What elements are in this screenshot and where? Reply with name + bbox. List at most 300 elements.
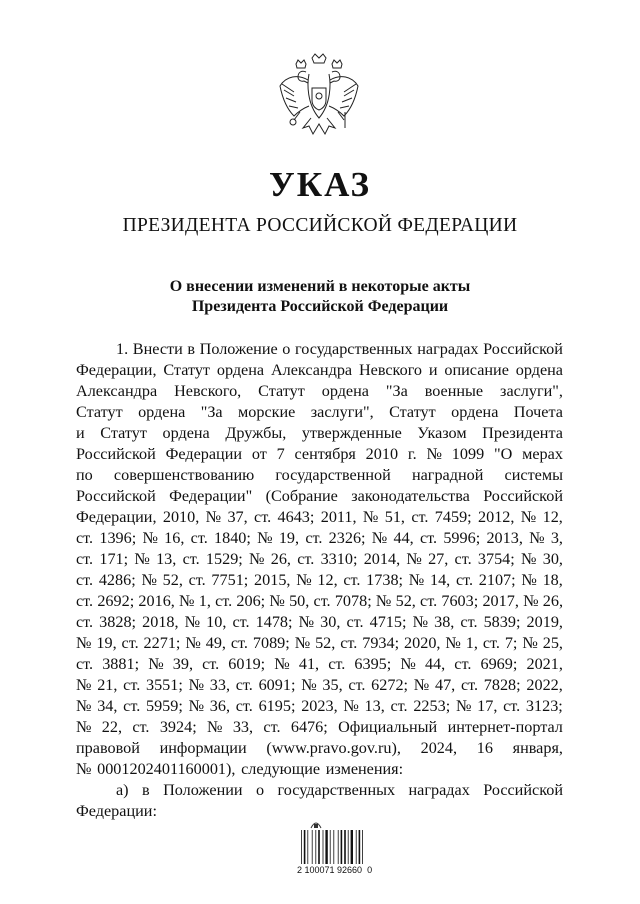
body-word: Федерации,	[76, 361, 157, 379]
body-word: №	[445, 634, 461, 652]
body-word: 2014,	[363, 550, 401, 568]
document-title: УКАЗ	[269, 165, 371, 204]
body-word: 4643;	[277, 508, 315, 526]
body-word: 171;	[99, 550, 129, 568]
body-word: мерах	[522, 445, 563, 463]
body-word: 7	[276, 445, 285, 463]
body-word: 1840;	[214, 529, 251, 547]
body-word: ст.	[348, 676, 366, 694]
body-word: ст.	[76, 550, 94, 568]
body-word: г.	[407, 445, 417, 463]
body-word: №	[185, 634, 201, 652]
body-word: ст.	[420, 592, 438, 610]
body-word: №	[179, 592, 195, 610]
barcode-bar	[307, 830, 308, 864]
body-word: ст.	[76, 655, 94, 673]
body-word: интернет-портал	[447, 718, 563, 736]
body-word: описание	[444, 361, 509, 379]
body-word: информации	[159, 739, 247, 757]
body-word: Федерации,	[76, 508, 157, 526]
body-word: ст.	[182, 550, 200, 568]
body-word: (www.pravo.gov.ru),	[266, 739, 401, 757]
body-word: №	[406, 550, 422, 568]
body-word: ст.	[121, 634, 139, 652]
body-word: №	[412, 613, 429, 631]
body-word: №	[141, 571, 157, 589]
body-word: №	[455, 697, 472, 715]
body-word: 30,	[320, 613, 341, 631]
body-word: совершенствованию	[113, 466, 255, 484]
body-word: 1,	[465, 634, 478, 652]
body-word: ордена	[515, 361, 563, 379]
barcode-bar	[338, 830, 339, 864]
body-word: 19,	[278, 529, 300, 547]
body-word: 44,	[424, 655, 446, 673]
body-word: 7828;	[483, 676, 521, 694]
document-subtitle: ПРЕЗИДЕНТА РОССИЙСКОЙ ФЕДЕРАЦИИ	[122, 215, 518, 236]
body-word: ст.	[76, 529, 94, 547]
body-word: 25,	[542, 634, 563, 652]
body-word: ст.	[460, 613, 478, 631]
body-word: государственной	[275, 466, 391, 484]
body-word: Положение	[199, 340, 278, 358]
body-word: Невского,	[174, 382, 242, 400]
barcode-icon	[301, 830, 365, 864]
body-word: "О	[493, 445, 513, 463]
body-word: Статут	[258, 382, 305, 400]
body-word: 51,	[384, 508, 405, 526]
body-word: Федерации	[165, 445, 243, 463]
body-word: 7;	[504, 634, 518, 652]
body-word: ст.	[132, 718, 150, 736]
body-word: №	[301, 676, 317, 694]
body-word: Официальный	[338, 718, 438, 736]
body-word: 3,	[550, 529, 563, 547]
document-heading	[0, 277, 640, 317]
body-word: №	[426, 445, 442, 463]
body-word: правовой	[76, 739, 140, 757]
body-word: ст.	[76, 613, 94, 631]
body-word: №	[523, 592, 539, 610]
body-word: 13,	[364, 697, 385, 715]
body-word: 2692;	[97, 592, 135, 610]
body-word: ордена	[216, 361, 265, 379]
body-line	[76, 570, 563, 591]
body-word: государственных	[277, 781, 396, 799]
body-word: Александра	[76, 382, 158, 400]
body-word: 22,	[101, 718, 123, 736]
barcode-bar	[312, 830, 313, 864]
body-word: 50,	[289, 592, 310, 610]
body-word: 3828;	[99, 613, 137, 631]
body-word: 1478;	[255, 613, 293, 631]
body-line	[76, 549, 563, 570]
body-word: 18,	[542, 571, 563, 589]
body-line	[76, 339, 563, 360]
body-word: 6019;	[228, 655, 266, 673]
body-word: "За	[385, 382, 408, 400]
body-word: №	[343, 697, 359, 715]
body-word: 1099	[451, 445, 485, 463]
body-word: и	[428, 361, 438, 379]
body-word: 1396;	[99, 529, 137, 547]
body-word: 6272;	[371, 676, 409, 694]
body-word: №	[294, 634, 311, 652]
body-word: 26,	[270, 550, 291, 568]
barcode-bar	[318, 830, 320, 864]
body-line	[76, 444, 563, 465]
body-word: Дружбы,	[225, 424, 287, 442]
body-word: Российской	[483, 340, 563, 358]
body-line	[76, 717, 563, 738]
body-line	[76, 423, 563, 444]
body-word: №	[408, 571, 425, 589]
body-word: Российской	[483, 781, 563, 799]
body-word: 2017,	[482, 592, 519, 610]
body-word: 2271;	[143, 634, 181, 652]
body-word: ст.	[460, 676, 479, 694]
body-word: 2018,	[142, 613, 179, 631]
body-word: 3924;	[159, 718, 197, 736]
body-word: ордена	[321, 382, 369, 400]
body-word: №	[522, 634, 538, 652]
body-word: №	[371, 529, 388, 547]
barcode-bar	[325, 830, 327, 864]
body-word: 0001202401160001),	[97, 760, 236, 778]
body-word: ст.	[340, 634, 358, 652]
body-word: 39,	[172, 655, 193, 673]
body-line	[76, 507, 563, 528]
body-word: Статут	[76, 403, 123, 421]
body-word: №	[76, 634, 92, 652]
body-word: военные	[424, 382, 484, 400]
body-word: ст.	[215, 592, 233, 610]
body-word: 2024,	[420, 739, 458, 757]
body-line	[76, 465, 563, 486]
body-word: 2013,	[486, 529, 523, 547]
body-word: ст.	[254, 508, 272, 526]
body-word: 37,	[227, 508, 248, 526]
body-word: ст.	[454, 550, 472, 568]
body-word: (Собрание	[265, 487, 338, 505]
body-word: Указом	[417, 424, 467, 442]
body-word: Статут	[163, 361, 210, 379]
barcode-bar	[323, 830, 324, 864]
body-word: 52,	[315, 634, 336, 652]
body-word: №	[207, 718, 223, 736]
body-word: ордена	[138, 403, 186, 421]
body-word: 2015,	[254, 571, 291, 589]
body-word: 10,	[206, 613, 227, 631]
body-word: №	[249, 550, 265, 568]
body-word: 38,	[434, 613, 455, 631]
body-word: 4286;	[98, 571, 136, 589]
body-word: №	[269, 592, 285, 610]
body-word: №	[142, 529, 158, 547]
heading-line: О внесении изменений в некоторые акты	[169, 278, 471, 295]
barcode-bar	[304, 830, 306, 864]
body-word: следующие	[241, 760, 321, 778]
body-word: №	[362, 508, 379, 526]
body-word: 2010	[365, 445, 399, 463]
body-word: 44,	[393, 529, 414, 547]
body-word: 33,	[209, 676, 231, 694]
body-word: №	[148, 655, 164, 673]
body-line	[76, 486, 563, 507]
body-word: 7751;	[211, 571, 249, 589]
body-word: №	[529, 529, 545, 547]
body-word: ст.	[454, 655, 472, 673]
body-word: 3551;	[145, 676, 183, 694]
body-word: 1738;	[366, 571, 404, 589]
body-word: №	[296, 571, 312, 589]
body-word: законодательства	[351, 487, 470, 505]
body-word: 5996;	[443, 529, 481, 547]
body-word: 36,	[209, 697, 231, 715]
body-word: по	[76, 466, 93, 484]
body-word: 1,	[198, 592, 211, 610]
body-word: Положении	[163, 781, 243, 799]
body-word: 6969;	[480, 655, 518, 673]
body-word: №	[520, 508, 537, 526]
body-word: ст.	[202, 655, 220, 673]
body-word: ст.	[482, 634, 500, 652]
body-word: 16,	[164, 529, 185, 547]
body-word: №	[257, 529, 273, 547]
body-word: 3881;	[102, 655, 140, 673]
body-word: 26,	[542, 592, 563, 610]
body-word: №	[184, 613, 201, 631]
body-word: Российской	[76, 445, 156, 463]
body-word: 7934;	[362, 634, 400, 652]
body-word: ст.	[313, 592, 331, 610]
body-word: ст.	[76, 592, 94, 610]
body-word: ордена	[162, 424, 210, 442]
body-word: системы	[504, 466, 563, 484]
body-word: №	[375, 592, 392, 610]
body-word: ст.	[235, 676, 253, 694]
body-word: 27,	[428, 550, 449, 568]
body-word: 6195;	[258, 697, 296, 715]
body-word: 2107;	[478, 571, 516, 589]
body-word: 3123;	[525, 697, 563, 715]
barcode-number: 2 100071 92660 0	[297, 865, 373, 875]
barcode-bar	[362, 830, 363, 864]
body-word: 5959;	[145, 697, 183, 715]
body-word: 49,	[205, 634, 226, 652]
body-word: 17,	[477, 697, 498, 715]
barcode-bar	[351, 830, 353, 864]
body-word: наградах	[417, 340, 479, 358]
body-word: 35,	[322, 676, 343, 694]
body-word: морские	[238, 403, 296, 421]
body-word: Почета	[513, 403, 563, 421]
body-word: ст.	[123, 676, 141, 694]
body-word: 2012,	[478, 508, 515, 526]
body-word: 16	[476, 739, 493, 757]
barcode-bar	[344, 830, 346, 864]
barcode-bar	[359, 830, 361, 864]
body-word: ст.	[411, 508, 429, 526]
body-word: 3754;	[477, 550, 515, 568]
body-word: Российской	[483, 487, 563, 505]
body-word: ст.	[232, 613, 250, 631]
barcode-bar	[341, 830, 343, 864]
body-word: ст.	[297, 550, 315, 568]
body-word: №	[76, 676, 92, 694]
body-word: ст.	[263, 718, 281, 736]
barcode-bar	[301, 830, 302, 864]
body-word: Внести	[132, 340, 183, 358]
body-word: Президента	[482, 424, 563, 442]
body-word: 7078;	[334, 592, 372, 610]
body-word: ст.	[76, 571, 94, 589]
body-word: сентября	[294, 445, 356, 463]
body-word: утвержденные	[301, 424, 402, 442]
body-word: и	[76, 424, 85, 442]
body-word: 6395;	[354, 655, 392, 673]
body-word: ст.	[343, 571, 361, 589]
barcode-bar	[356, 830, 357, 864]
body-word: а)	[116, 781, 129, 799]
body-word: 206;	[236, 592, 266, 610]
body-word: №	[76, 697, 92, 715]
body-word: 52,	[395, 592, 416, 610]
body-word: №	[76, 718, 92, 736]
barcode-bar	[330, 830, 331, 864]
document-body	[76, 339, 563, 822]
body-word: 6476;	[290, 718, 328, 736]
body-word: 7459;	[434, 508, 472, 526]
body-word: 2253;	[413, 697, 451, 715]
body-word: 2016,	[138, 592, 175, 610]
heading-line: Президента Российской Федерации	[191, 298, 449, 315]
body-word: 1529;	[205, 550, 243, 568]
body-word: №	[188, 676, 205, 694]
body-line	[76, 759, 563, 780]
body-word: 21,	[97, 676, 118, 694]
body-word: Федерации"	[169, 487, 253, 505]
body-word: ст.	[419, 529, 438, 547]
body-word: в	[187, 340, 196, 358]
body-line	[76, 591, 563, 612]
body-word: "За	[200, 403, 223, 421]
body-word: 3310;	[320, 550, 358, 568]
body-word: Статут	[100, 424, 147, 442]
body-word: наградной	[411, 466, 484, 484]
body-word: Федерации:	[76, 802, 157, 820]
body-word: 2020,	[404, 634, 441, 652]
body-word: ст.	[230, 634, 248, 652]
body-word: 4715;	[369, 613, 407, 631]
body-word: Статут	[389, 403, 436, 421]
publisher-logo-icon	[309, 818, 323, 830]
body-word: №	[298, 613, 315, 631]
body-word: 1.	[116, 340, 129, 358]
body-word: 2326;	[328, 529, 366, 547]
body-word: 12,	[542, 508, 563, 526]
body-word: №	[521, 571, 537, 589]
body-word: 7603;	[441, 592, 479, 610]
barcode-bar	[348, 830, 349, 864]
body-word: ст.	[346, 613, 364, 631]
body-word: ст.	[305, 529, 323, 547]
body-word: ст.	[390, 697, 408, 715]
body-word: от	[251, 445, 267, 463]
body-word: 47,	[434, 676, 456, 694]
body-word: 7089;	[252, 634, 290, 652]
body-word: №	[205, 508, 222, 526]
body-word: 30,	[542, 550, 563, 568]
barcode-bar	[315, 830, 316, 864]
body-word: 5839;	[483, 613, 521, 631]
body-word: ст.	[188, 571, 206, 589]
body-line	[76, 528, 563, 549]
body-word: 33,	[232, 718, 254, 736]
body-line	[76, 738, 563, 759]
body-word: 13,	[156, 550, 177, 568]
body-line	[76, 696, 563, 717]
body-line	[76, 381, 563, 402]
body-word: о	[282, 340, 291, 358]
body-word: №	[134, 550, 150, 568]
body-word: ст.	[455, 571, 474, 589]
body-word: Российской	[76, 487, 156, 505]
body-word: №	[400, 655, 416, 673]
body-word: №	[188, 697, 205, 715]
body-word: 52,	[162, 571, 183, 589]
body-word: 2023,	[301, 697, 338, 715]
body-word: 2010,	[162, 508, 200, 526]
body-word: 14,	[429, 571, 451, 589]
body-word: 2022,	[526, 676, 563, 694]
body-word: о	[255, 781, 265, 799]
body-word: 6091;	[258, 676, 296, 694]
body-word: Александра	[270, 361, 353, 379]
body-line	[76, 402, 563, 423]
body-word: 2019,	[526, 613, 563, 631]
body-word: №	[274, 655, 290, 673]
body-word: ст.	[503, 697, 521, 715]
body-word: ордена	[451, 403, 499, 421]
body-word: ст.	[235, 697, 253, 715]
body-line	[76, 654, 563, 675]
body-word: наградах	[408, 781, 470, 799]
body-word: в	[142, 781, 150, 799]
body-line	[76, 633, 563, 654]
body-line	[76, 612, 563, 633]
body-word: заслуги",	[310, 403, 374, 421]
body-word: государственных	[295, 340, 413, 358]
body-line	[76, 675, 563, 696]
body-word: 2021,	[526, 655, 563, 673]
body-word: 34,	[97, 697, 118, 715]
body-word: ст.	[190, 529, 208, 547]
body-word: января,	[512, 739, 563, 757]
body-word: №	[521, 550, 537, 568]
barcode-bar	[333, 830, 334, 864]
body-word: №	[76, 760, 92, 778]
body-word: 19,	[96, 634, 117, 652]
body-line	[76, 360, 563, 381]
body-word: изменения:	[325, 760, 404, 778]
body-word: Невского	[358, 361, 423, 379]
body-word: ст.	[328, 655, 346, 673]
body-line	[76, 780, 563, 801]
body-word: 2011,	[320, 508, 357, 526]
body-word: 41,	[298, 655, 320, 673]
russian-coat-of-arms-icon	[276, 52, 362, 144]
